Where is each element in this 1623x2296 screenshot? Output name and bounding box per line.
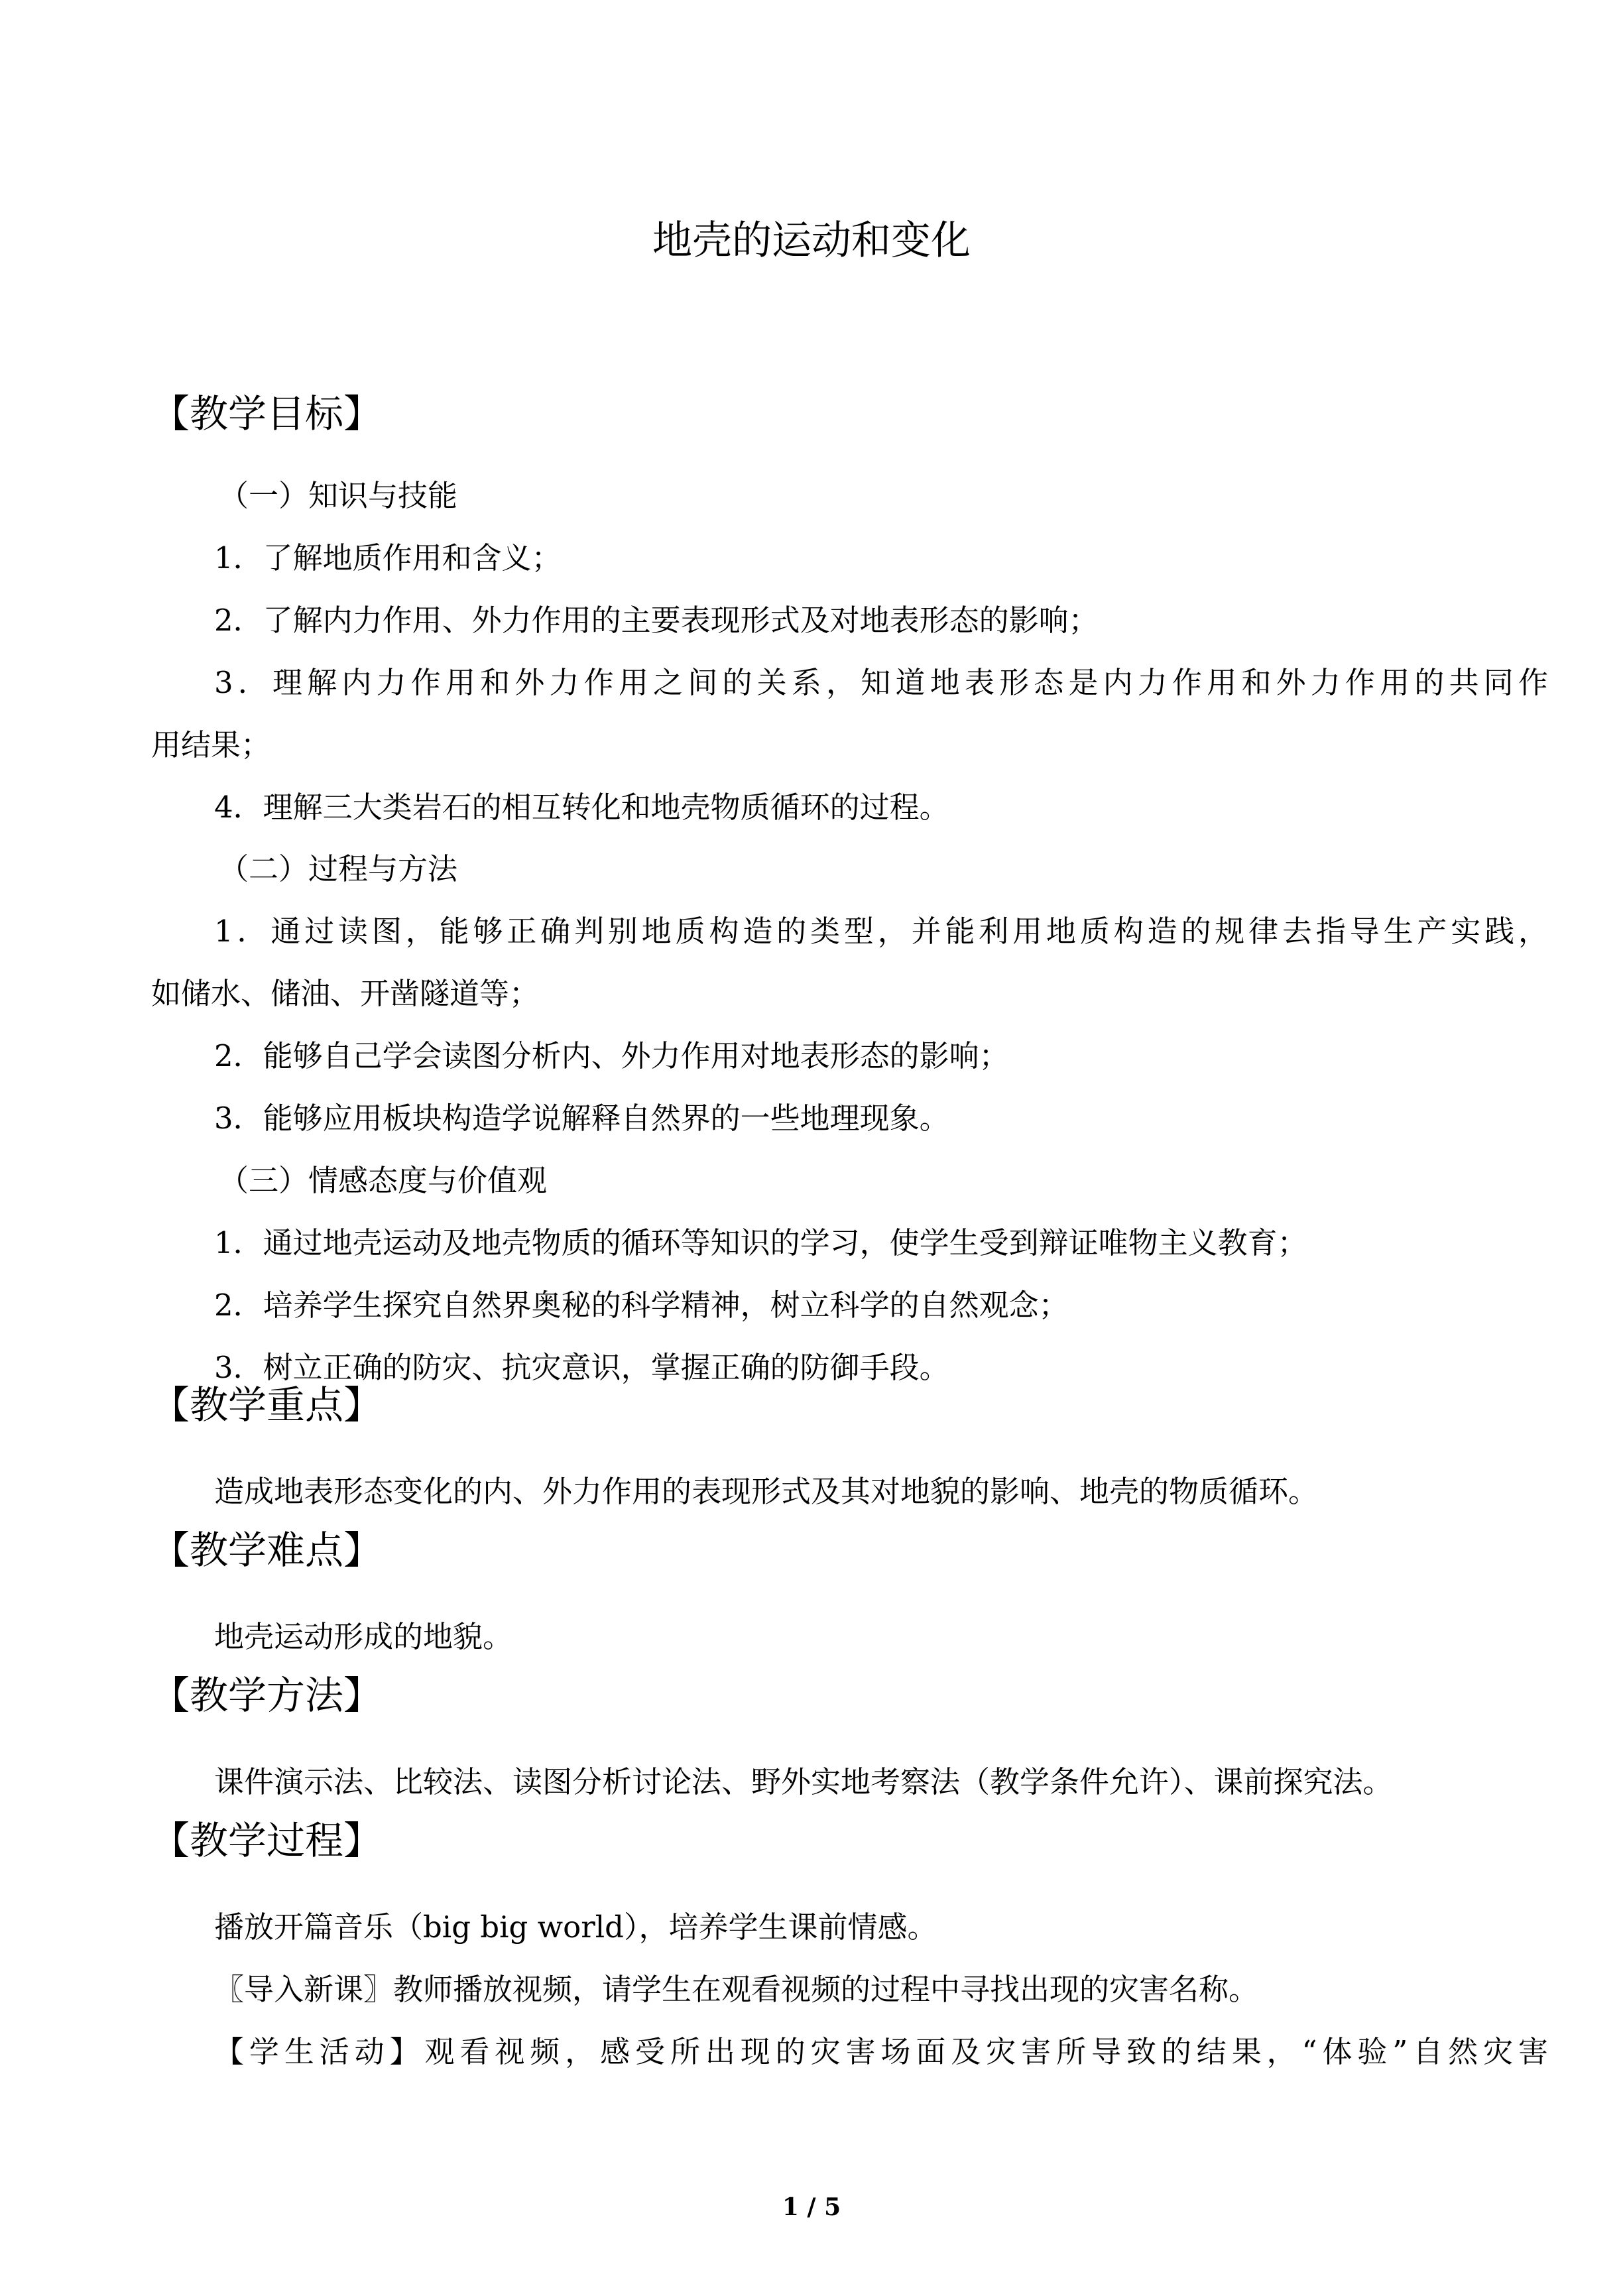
heading-objectives: 【教学目标】 <box>151 391 383 436</box>
page-number: 1 / 5 <box>782 2193 841 2221</box>
objectives-part2-item: 1．通过读图，能够正确判别地质构造的类型，并能利用地质构造的规律去指导生产实践， <box>214 914 1548 949</box>
objectives-part1-label: （一）知识与技能 <box>219 478 458 513</box>
objectives-part1-item: 2．了解内力作用、外力作用的主要表现形式及对地表形态的影响； <box>214 603 1099 638</box>
heading-methods: 【教学方法】 <box>151 1673 383 1718</box>
objectives-part1-item-continued: 用结果； <box>151 727 271 762</box>
objectives-part2-item: 3．能够应用板块构造学说解释自然界的一些地理现象。 <box>214 1101 949 1136</box>
document-title: 地壳的运动和变化 <box>652 217 971 264</box>
heading-key-points: 【教学重点】 <box>151 1382 383 1427</box>
heading-difficulties: 【教学难点】 <box>151 1528 383 1573</box>
process-line: 播放开篇音乐（big big world），培养学生课前情感。 <box>214 1909 937 1945</box>
objectives-part2-item-continued: 如储水、储油、开凿隧道等； <box>151 976 540 1011</box>
heading-process: 【教学过程】 <box>151 1818 383 1863</box>
methods-text: 课件演示法、比较法、读图分析讨论法、野外实地考察法（教学条件允许）、课前探究法。 <box>214 1764 1393 1799</box>
objectives-part2-label: （二）过程与方法 <box>219 851 458 886</box>
objectives-part3-item: 3．树立正确的防灾、抗灾意识，掌握正确的防御手段。 <box>214 1350 949 1385</box>
key-points-text: 造成地表形态变化的内、外力作用的表现形式及其对地貌的影响、地壳的物质循环。 <box>214 1474 1319 1509</box>
objectives-part1-item: 4．理解三大类岩石的相互转化和地壳物质循环的过程。 <box>214 790 949 825</box>
objectives-part3-item: 1．通过地壳运动及地壳物质的循环等知识的学习，使学生受到辩证唯物主义教育； <box>214 1225 1307 1260</box>
difficulties-text: 地壳运动形成的地貌。 <box>214 1619 513 1654</box>
objectives-part3-item: 2．培养学生探究自然界奥秘的科学精神，树立科学的自然观念； <box>214 1288 1069 1323</box>
process-line: 【学生活动】观看视频，感受所出现的灾害场面及灾害所导致的结果，“体验”自然灾害 <box>214 2034 1548 2069</box>
objectives-part3-label: （三）情感态度与价值观 <box>219 1163 548 1198</box>
objectives-part2-item: 2．能够自己学会读图分析内、外力作用对地表形态的影响； <box>214 1038 1009 1073</box>
objectives-part1-item: 1．了解地质作用和含义； <box>214 540 562 575</box>
process-line: 〖导入新课〗教师播放视频，请学生在观看视频的过程中寻找出现的灾害名称。 <box>214 1972 1259 2007</box>
objectives-part1-item: 3．理解内力作用和外力作用之间的关系，知道地表形态是内力作用和外力作用的共同作 <box>214 665 1548 700</box>
